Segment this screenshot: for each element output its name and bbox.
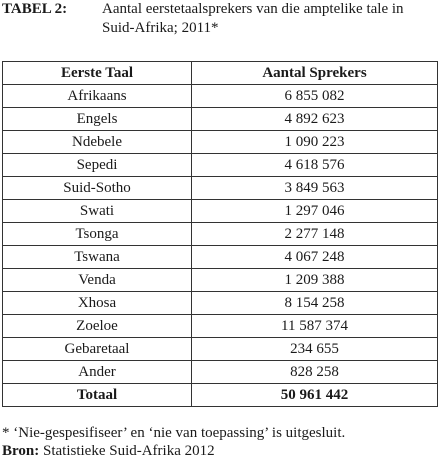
column-header-speakers: Aantal Sprekers: [192, 62, 438, 85]
table-row: [3, 200, 438, 223]
source-text: Statistieke Suid-Afrika 2012: [42, 443, 215, 459]
language-cell: Suid-Sotho: [3, 177, 192, 200]
language-cell: Tsonga: [3, 223, 192, 246]
speakers-cell: 8 154 258: [192, 292, 438, 315]
speakers-cell: 4 618 576: [192, 154, 438, 177]
speakers-cell: 234 655: [192, 338, 438, 361]
table-row: [3, 315, 438, 338]
speakers-cell: 2 277 148: [192, 223, 438, 246]
language-cell: Zoeloe: [3, 315, 192, 338]
total-label-cell: Totaal: [3, 384, 192, 407]
source-line: [2, 442, 215, 460]
table-row: [3, 108, 438, 131]
language-cell: Venda: [3, 269, 192, 292]
speakers-cell: 3 849 563: [192, 177, 438, 200]
table-row: [3, 85, 438, 108]
table-row: [3, 177, 438, 200]
table-row: [3, 154, 438, 177]
language-cell: Afrikaans: [3, 85, 192, 108]
language-cell: Engels: [3, 108, 192, 131]
speakers-cell: 1 297 046: [192, 200, 438, 223]
column-header-language: Eerste Taal: [3, 62, 192, 85]
language-cell: Gebaretaal: [3, 338, 192, 361]
total-value-cell: 50 961 442: [192, 384, 438, 407]
table-row: [3, 361, 438, 384]
table-row: [3, 246, 438, 269]
language-cell: Tswana: [3, 246, 192, 269]
speakers-cell: 4 067 248: [192, 246, 438, 269]
language-cell: Sepedi: [3, 154, 192, 177]
table-row: [3, 223, 438, 246]
speakers-cell: 4 892 623: [192, 108, 438, 131]
table-row: [3, 292, 438, 315]
footnote: * ‘Nie-gespesifiseer’ en ‘nie van toepassing’ is uitgesluit.: [2, 425, 346, 441]
table-row: [3, 131, 438, 154]
speakers-cell: 1 090 223: [192, 131, 438, 154]
language-cell: Ndebele: [3, 131, 192, 154]
table-row: [3, 269, 438, 292]
speakers-cell: 6 855 082: [192, 85, 438, 108]
caption-text: Aantal eerstetaalsprekers van die amptelike tale in Suid-Afrika; 2011*: [102, 1, 404, 36]
table-header-row: [3, 62, 438, 85]
speakers-cell: 828 258: [192, 361, 438, 384]
language-cell: Swati: [3, 200, 192, 223]
language-cell: Xhosa: [3, 292, 192, 315]
caption-label: TABEL 2:: [2, 1, 68, 17]
language-cell: Ander: [3, 361, 192, 384]
table-row: [3, 338, 438, 361]
language-speakers-table: [2, 61, 438, 407]
total-row: [3, 384, 438, 407]
source-label: Bron:: [2, 443, 40, 459]
speakers-cell: 1 209 388: [192, 269, 438, 292]
speakers-cell: 11 587 374: [192, 315, 438, 338]
